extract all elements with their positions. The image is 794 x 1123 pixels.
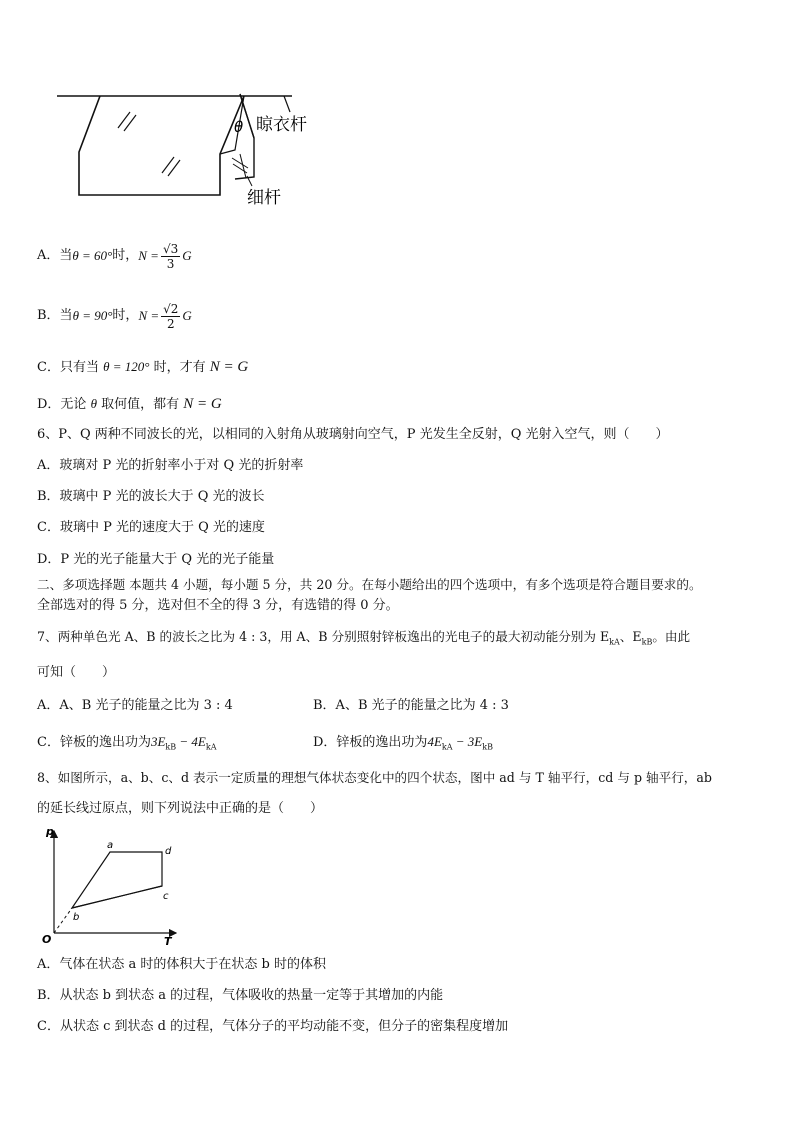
q5-option-a: A．当 θ = 60° 时， N = $\frac{√3}{3}$ G — [37, 241, 192, 271]
q6-stem: 6、P、Q 两种不同波长的光，以相同的入射角从玻璃射向空气，P 光发生全反射，Q 光射入空气，则（ ） — [37, 427, 669, 442]
q5-option-b: B．当 θ = 90° 时， N = $\frac{√2}{2}$ G — [37, 301, 192, 331]
t-label: T — [164, 935, 172, 948]
point-c-label: c — [163, 891, 169, 902]
fraction: $\frac{√2}{2}$ — [163, 301, 179, 331]
q8-stem-line1: 8、如图所示，a、b、c、d 表示一定质量的理想气体状态变化中的四个状态，图中 ad 与 T 轴平行，cd 与 p 轴平行，ab — [37, 770, 712, 785]
q7-stem-line1: 7、两种单色光 A、B 的波长之比为 4 : 3，用 A、B 分别照射锌板逸出的光电子的最大初动能分别为 $E_{kA}$、$E_{kB}$。由此 — [37, 629, 691, 647]
point-b-label: b — [73, 912, 80, 923]
q7-stem-line2: 可知（ ） — [37, 665, 116, 680]
point-d-label: d — [165, 846, 172, 857]
theta-label: θ — [234, 118, 244, 136]
p-label: p — [46, 825, 54, 838]
rack-label: 晾衣杆 — [256, 115, 307, 135]
q6-option-d: D．P 光的光子能量大于 Q 光的光子能量 — [37, 552, 275, 567]
q7-option-c: C．锌板的逸出功为$3E_{kB} - 4E_{kA}$ — [37, 734, 217, 752]
cycle-path — [72, 852, 162, 908]
q6-option-b: B．玻璃中 P 光的波长大于 Q 光的波长 — [37, 489, 265, 504]
origin-label: O — [42, 933, 52, 946]
clothes-rack-figure — [52, 82, 332, 212]
section-heading-line2: 全部选对的得 5 分，选对但不全的得 3 分，有选错的得 0 分。 — [37, 598, 399, 613]
p-t-diagram — [36, 823, 186, 948]
q7-option-a: A．A、B 光子的能量之比为 3 : 4 — [37, 698, 233, 713]
q8-stem-line2: 的延长线过原点，则下列说法中正确的是（ ） — [37, 801, 324, 816]
q8-option-a: A．气体在状态 a 时的体积大于在状态 b 时的体积 — [37, 957, 326, 972]
q6-option-c: C．玻璃中 P 光的速度大于 Q 光的速度 — [37, 520, 265, 535]
fraction: $\frac{√3}{3}$ — [162, 241, 179, 271]
q6-option-a: A．玻璃对 P 光的折射率小于对 Q 光的折射率 — [37, 458, 304, 473]
q7-option-d: D．锌板的逸出功为$4E_{kA} - 3E_{kB}$ — [313, 734, 493, 752]
q5-option-c: C．只有当 θ = 120° 时，才有 N = G — [37, 359, 249, 375]
q8-option-b: B．从状态 b 到状态 a 的过程，气体吸收的热量一定等于其增加的内能 — [37, 988, 444, 1003]
q5-option-d: D．无论 θ 取何值，都有 N = G — [37, 396, 222, 412]
q7-option-b: B．A、B 光子的能量之比为 4 : 3 — [313, 698, 509, 713]
rod-label: 细杆 — [247, 188, 281, 208]
point-a-label: a — [107, 840, 114, 851]
q8-option-c: C．从状态 c 到状态 d 的过程，气体分子的平均动能不变，但分子的密集程度增加 — [37, 1019, 509, 1034]
section-heading-line1: 二、多项选择题 本题共 4 小题，每小题 5 分，共 20 分。在每小题给出的四个选项中，有多个选项是符合题目要求的。 — [37, 577, 702, 592]
